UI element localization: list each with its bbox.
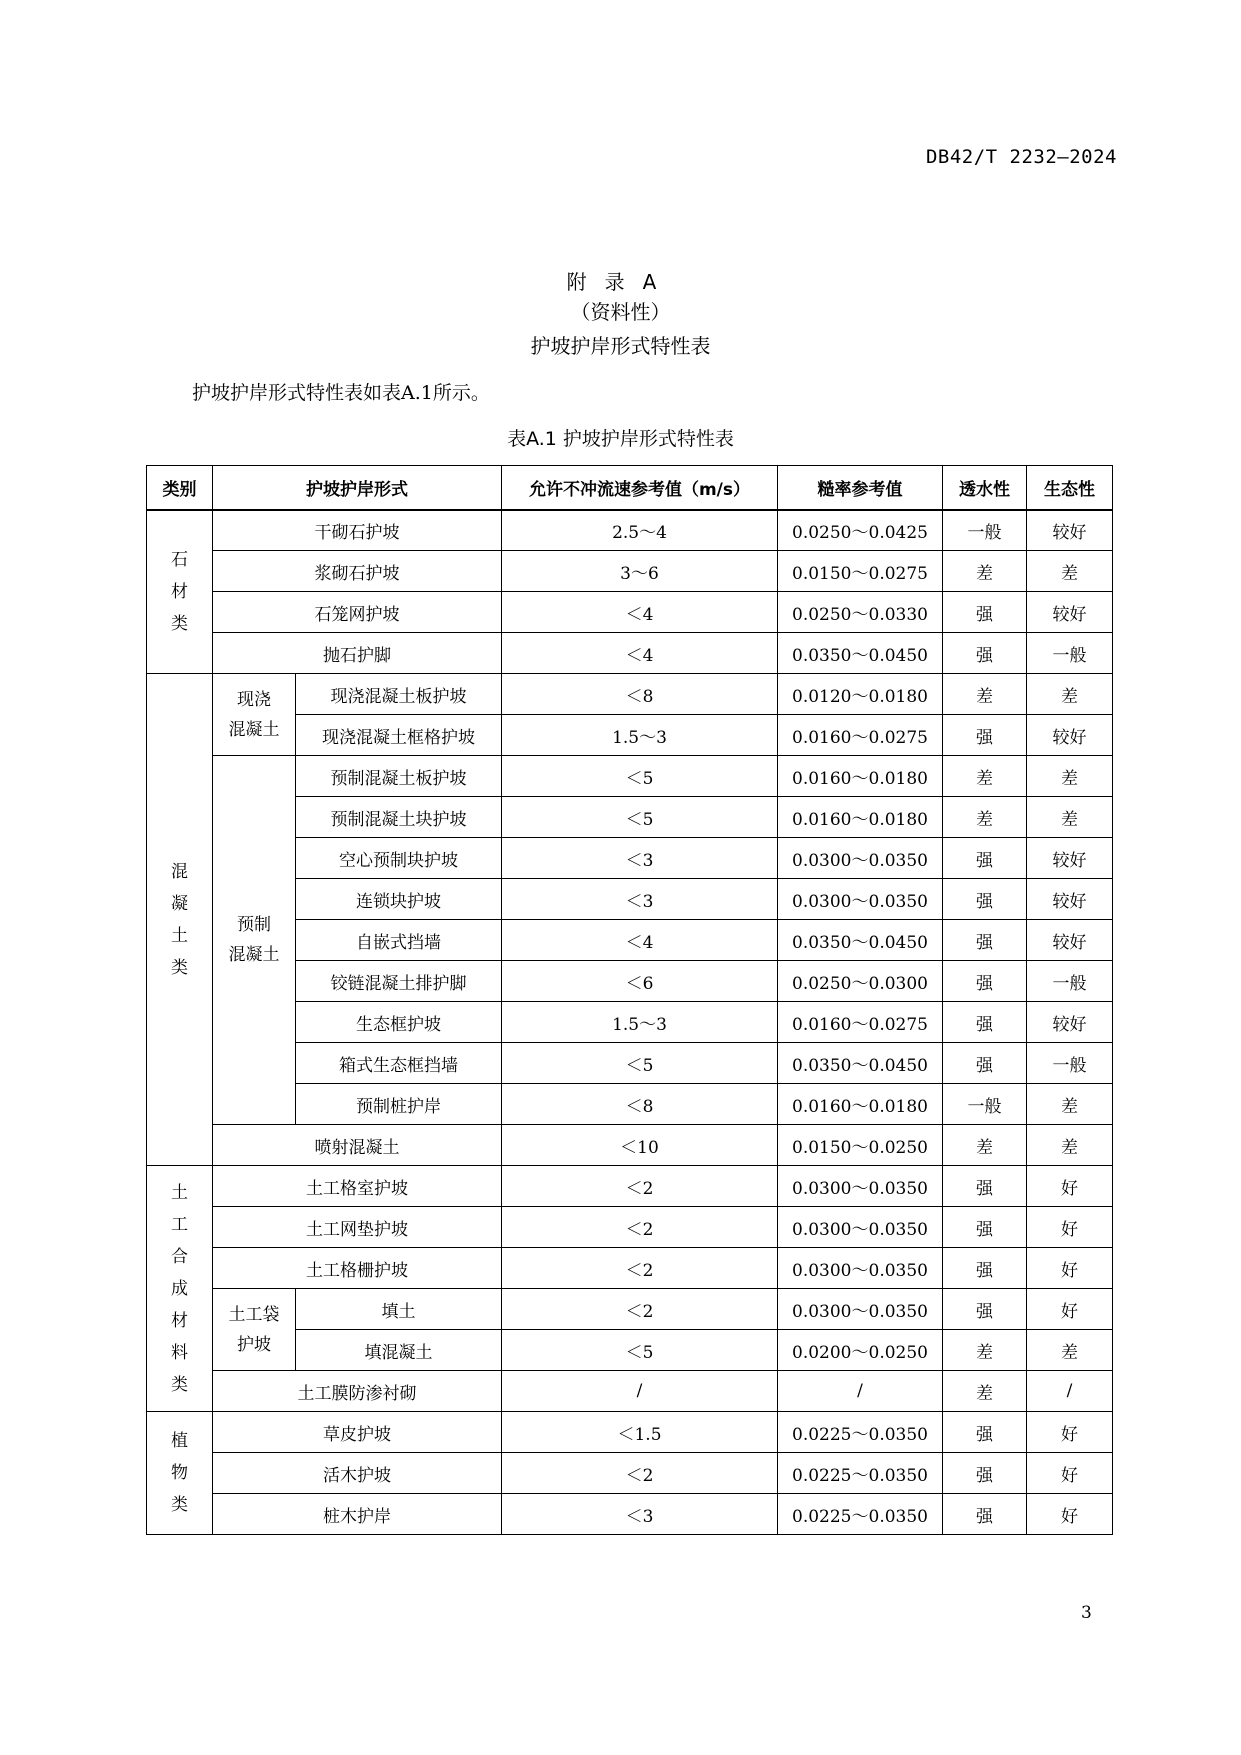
cell-velocity: ＜5 bbox=[502, 797, 778, 838]
cell-velocity: ＜1.5 bbox=[502, 1412, 778, 1453]
header-roughness: 糙率参考值 bbox=[778, 466, 943, 510]
subcategory-geobag: 土工袋 护坡 bbox=[213, 1289, 296, 1371]
table-row bbox=[147, 756, 1113, 797]
cell-form: 预制桩护岸 bbox=[296, 1084, 502, 1125]
table-row bbox=[147, 1289, 1113, 1330]
cell-roughness: 0.0300～0.0350 bbox=[778, 1207, 943, 1248]
cell-form: 活木护坡 bbox=[213, 1453, 502, 1494]
cell-velocity: ＜2 bbox=[502, 1289, 778, 1330]
cell-form: 连锁块护坡 bbox=[296, 879, 502, 920]
category-plant: 植 物 类 bbox=[147, 1412, 213, 1535]
cell-roughness: 0.0300～0.0350 bbox=[778, 838, 943, 879]
header-category: 类别 bbox=[147, 466, 213, 510]
cell-velocity: ＜2 bbox=[502, 1207, 778, 1248]
cell-velocity: ＜4 bbox=[502, 633, 778, 674]
cell-ecology: 差 bbox=[1027, 551, 1113, 592]
table-row bbox=[147, 1453, 1113, 1494]
table-row bbox=[147, 1494, 1113, 1535]
cell-form: 土工格室护坡 bbox=[213, 1166, 502, 1207]
cell-permeability: 差 bbox=[943, 797, 1027, 838]
cell-roughness: 0.0160～0.0180 bbox=[778, 797, 943, 838]
cell-ecology: 较好 bbox=[1027, 592, 1113, 633]
cell-roughness: 0.0300～0.0350 bbox=[778, 1248, 943, 1289]
cell-form: 箱式生态框挡墙 bbox=[296, 1043, 502, 1084]
cell-form: 草皮护坡 bbox=[213, 1412, 502, 1453]
cell-permeability: 强 bbox=[943, 920, 1027, 961]
cell-form: 干砌石护坡 bbox=[213, 510, 502, 551]
cell-ecology: 较好 bbox=[1027, 1002, 1113, 1043]
cell-roughness: 0.0350～0.0450 bbox=[778, 633, 943, 674]
header-form: 护坡护岸形式 bbox=[213, 466, 502, 510]
cell-ecology: 差 bbox=[1027, 756, 1113, 797]
cell-permeability: 强 bbox=[943, 1248, 1027, 1289]
cell-roughness: 0.0250～0.0330 bbox=[778, 592, 943, 633]
cell-permeability: 差 bbox=[943, 674, 1027, 715]
cell-ecology: 一般 bbox=[1027, 961, 1113, 1002]
cell-velocity: / bbox=[502, 1371, 778, 1412]
cell-ecology: 一般 bbox=[1027, 1043, 1113, 1084]
cell-permeability: 强 bbox=[943, 1289, 1027, 1330]
cell-permeability: 一般 bbox=[943, 1084, 1027, 1125]
table-row bbox=[147, 633, 1113, 674]
cell-velocity: 2.5～4 bbox=[502, 510, 778, 551]
cell-form: 石笼网护坡 bbox=[213, 592, 502, 633]
cell-roughness: 0.0300～0.0350 bbox=[778, 1166, 943, 1207]
cell-permeability: 一般 bbox=[943, 510, 1027, 551]
cell-velocity: ＜2 bbox=[502, 1248, 778, 1289]
cell-velocity: ＜4 bbox=[502, 592, 778, 633]
table-row bbox=[147, 510, 1113, 551]
cell-form: 生态框护坡 bbox=[296, 1002, 502, 1043]
cell-roughness: 0.0225～0.0350 bbox=[778, 1412, 943, 1453]
cell-permeability: 强 bbox=[943, 1043, 1027, 1084]
cell-ecology: 较好 bbox=[1027, 838, 1113, 879]
cell-form: 现浇混凝土框格护坡 bbox=[296, 715, 502, 756]
cell-velocity: ＜3 bbox=[502, 1494, 778, 1535]
subcategory-precast: 预制 混凝土 bbox=[213, 756, 296, 1125]
cell-ecology: 好 bbox=[1027, 1412, 1113, 1453]
table-row bbox=[147, 1125, 1113, 1166]
cell-roughness: 0.0120～0.0180 bbox=[778, 674, 943, 715]
cell-velocity: 1.5～3 bbox=[502, 1002, 778, 1043]
cell-form: 自嵌式挡墙 bbox=[296, 920, 502, 961]
cell-permeability: 差 bbox=[943, 551, 1027, 592]
cell-permeability: 强 bbox=[943, 1494, 1027, 1535]
cell-roughness: 0.0225～0.0350 bbox=[778, 1453, 943, 1494]
table-header-row bbox=[147, 466, 1113, 510]
table-row bbox=[147, 1248, 1113, 1289]
cell-permeability: 强 bbox=[943, 1002, 1027, 1043]
properties-table bbox=[146, 465, 1113, 1535]
appendix-title: 附录A bbox=[566, 270, 675, 294]
cell-roughness: / bbox=[778, 1371, 943, 1412]
cell-ecology: 差 bbox=[1027, 1084, 1113, 1125]
cell-permeability: 强 bbox=[943, 1453, 1027, 1494]
cell-permeability: 强 bbox=[943, 715, 1027, 756]
table-row bbox=[147, 592, 1113, 633]
cell-velocity: 3～6 bbox=[502, 551, 778, 592]
table-row bbox=[147, 1371, 1113, 1412]
cell-permeability: 强 bbox=[943, 879, 1027, 920]
cell-ecology: 差 bbox=[1027, 674, 1113, 715]
cell-roughness: 0.0160～0.0275 bbox=[778, 1002, 943, 1043]
cell-velocity: 1.5～3 bbox=[502, 715, 778, 756]
cell-roughness: 0.0200～0.0250 bbox=[778, 1330, 943, 1371]
category-concrete: 混 凝 土 类 bbox=[147, 674, 213, 1166]
cell-ecology: 好 bbox=[1027, 1494, 1113, 1535]
cell-velocity: ＜3 bbox=[502, 838, 778, 879]
cell-form: 抛石护脚 bbox=[213, 633, 502, 674]
cell-velocity: ＜10 bbox=[502, 1125, 778, 1166]
cell-roughness: 0.0160～0.0180 bbox=[778, 1084, 943, 1125]
cell-roughness: 0.0250～0.0300 bbox=[778, 961, 943, 1002]
document-code: DB42/T 2232—2024 bbox=[925, 146, 1117, 168]
cell-form: 预制混凝土块护坡 bbox=[296, 797, 502, 838]
cell-roughness: 0.0350～0.0450 bbox=[778, 1043, 943, 1084]
cell-roughness: 0.0150～0.0275 bbox=[778, 551, 943, 592]
cell-permeability: 强 bbox=[943, 1412, 1027, 1453]
cell-velocity: ＜5 bbox=[502, 1330, 778, 1371]
cell-roughness: 0.0150～0.0250 bbox=[778, 1125, 943, 1166]
table-row bbox=[147, 1412, 1113, 1453]
cell-form: 土工网垫护坡 bbox=[213, 1207, 502, 1248]
cell-form: 填土 bbox=[296, 1289, 502, 1330]
cell-roughness: 0.0160～0.0180 bbox=[778, 756, 943, 797]
cell-ecology: 一般 bbox=[1027, 633, 1113, 674]
header-permeability: 透水性 bbox=[943, 466, 1027, 510]
cell-form: 预制混凝土板护坡 bbox=[296, 756, 502, 797]
cell-permeability: 差 bbox=[943, 1371, 1027, 1412]
table-caption: 表A.1 护坡护岸形式特性表 bbox=[507, 428, 734, 450]
table-row bbox=[147, 551, 1113, 592]
table-row bbox=[147, 674, 1113, 715]
cell-velocity: ＜5 bbox=[502, 1043, 778, 1084]
category-geosynthetic: 土 工 合 成 材 料 类 bbox=[147, 1166, 213, 1412]
cell-ecology: 差 bbox=[1027, 1330, 1113, 1371]
cell-form: 土工膜防渗衬砌 bbox=[213, 1371, 502, 1412]
cell-permeability: 强 bbox=[943, 633, 1027, 674]
cell-roughness: 0.0225～0.0350 bbox=[778, 1494, 943, 1535]
cell-velocity: ＜5 bbox=[502, 756, 778, 797]
subcategory-cast: 现浇 混凝土 bbox=[213, 674, 296, 756]
cell-form: 现浇混凝土板护坡 bbox=[296, 674, 502, 715]
page-number: 3 bbox=[1081, 1603, 1092, 1623]
cell-velocity: ＜4 bbox=[502, 920, 778, 961]
category-stone: 石 材 类 bbox=[147, 510, 213, 674]
cell-velocity: ＜8 bbox=[502, 674, 778, 715]
cell-velocity: ＜2 bbox=[502, 1453, 778, 1494]
cell-permeability: 差 bbox=[943, 1125, 1027, 1166]
header-velocity: 允许不冲流速参考值（m/s） bbox=[502, 466, 778, 510]
cell-velocity: ＜8 bbox=[502, 1084, 778, 1125]
cell-roughness: 0.0300～0.0350 bbox=[778, 879, 943, 920]
cell-roughness: 0.0250～0.0425 bbox=[778, 510, 943, 551]
header-ecology: 生态性 bbox=[1027, 466, 1113, 510]
cell-permeability: 强 bbox=[943, 1207, 1027, 1248]
intro-paragraph: 护坡护岸形式特性表如表A.1所示。 bbox=[192, 382, 490, 404]
cell-form: 铰链混凝土排护脚 bbox=[296, 961, 502, 1002]
appendix-name: 护坡护岸形式特性表 bbox=[530, 334, 711, 358]
cell-ecology: 较好 bbox=[1027, 715, 1113, 756]
cell-ecology: 较好 bbox=[1027, 510, 1113, 551]
cell-form: 喷射混凝土 bbox=[213, 1125, 502, 1166]
cell-permeability: 强 bbox=[943, 1166, 1027, 1207]
table-row bbox=[147, 1166, 1113, 1207]
appendix-subtitle: （资料性） bbox=[570, 300, 671, 324]
cell-permeability: 强 bbox=[943, 838, 1027, 879]
cell-ecology: 差 bbox=[1027, 797, 1113, 838]
cell-permeability: 差 bbox=[943, 1330, 1027, 1371]
cell-form: 填混凝土 bbox=[296, 1330, 502, 1371]
cell-ecology: 好 bbox=[1027, 1289, 1113, 1330]
cell-ecology: 好 bbox=[1027, 1166, 1113, 1207]
cell-form: 桩木护岸 bbox=[213, 1494, 502, 1535]
cell-form: 空心预制块护坡 bbox=[296, 838, 502, 879]
cell-velocity: ＜2 bbox=[502, 1166, 778, 1207]
cell-ecology: 好 bbox=[1027, 1248, 1113, 1289]
cell-ecology: 好 bbox=[1027, 1453, 1113, 1494]
cell-ecology: 差 bbox=[1027, 1125, 1113, 1166]
cell-permeability: 强 bbox=[943, 961, 1027, 1002]
cell-permeability: 差 bbox=[943, 756, 1027, 797]
cell-form: 土工格栅护坡 bbox=[213, 1248, 502, 1289]
cell-permeability: 强 bbox=[943, 592, 1027, 633]
cell-ecology: / bbox=[1027, 1371, 1113, 1412]
cell-roughness: 0.0300～0.0350 bbox=[778, 1289, 943, 1330]
cell-roughness: 0.0350～0.0450 bbox=[778, 920, 943, 961]
cell-ecology: 较好 bbox=[1027, 879, 1113, 920]
cell-form: 浆砌石护坡 bbox=[213, 551, 502, 592]
cell-ecology: 较好 bbox=[1027, 920, 1113, 961]
table-row bbox=[147, 1207, 1113, 1248]
cell-roughness: 0.0160～0.0275 bbox=[778, 715, 943, 756]
cell-velocity: ＜6 bbox=[502, 961, 778, 1002]
cell-ecology: 好 bbox=[1027, 1207, 1113, 1248]
cell-velocity: ＜3 bbox=[502, 879, 778, 920]
